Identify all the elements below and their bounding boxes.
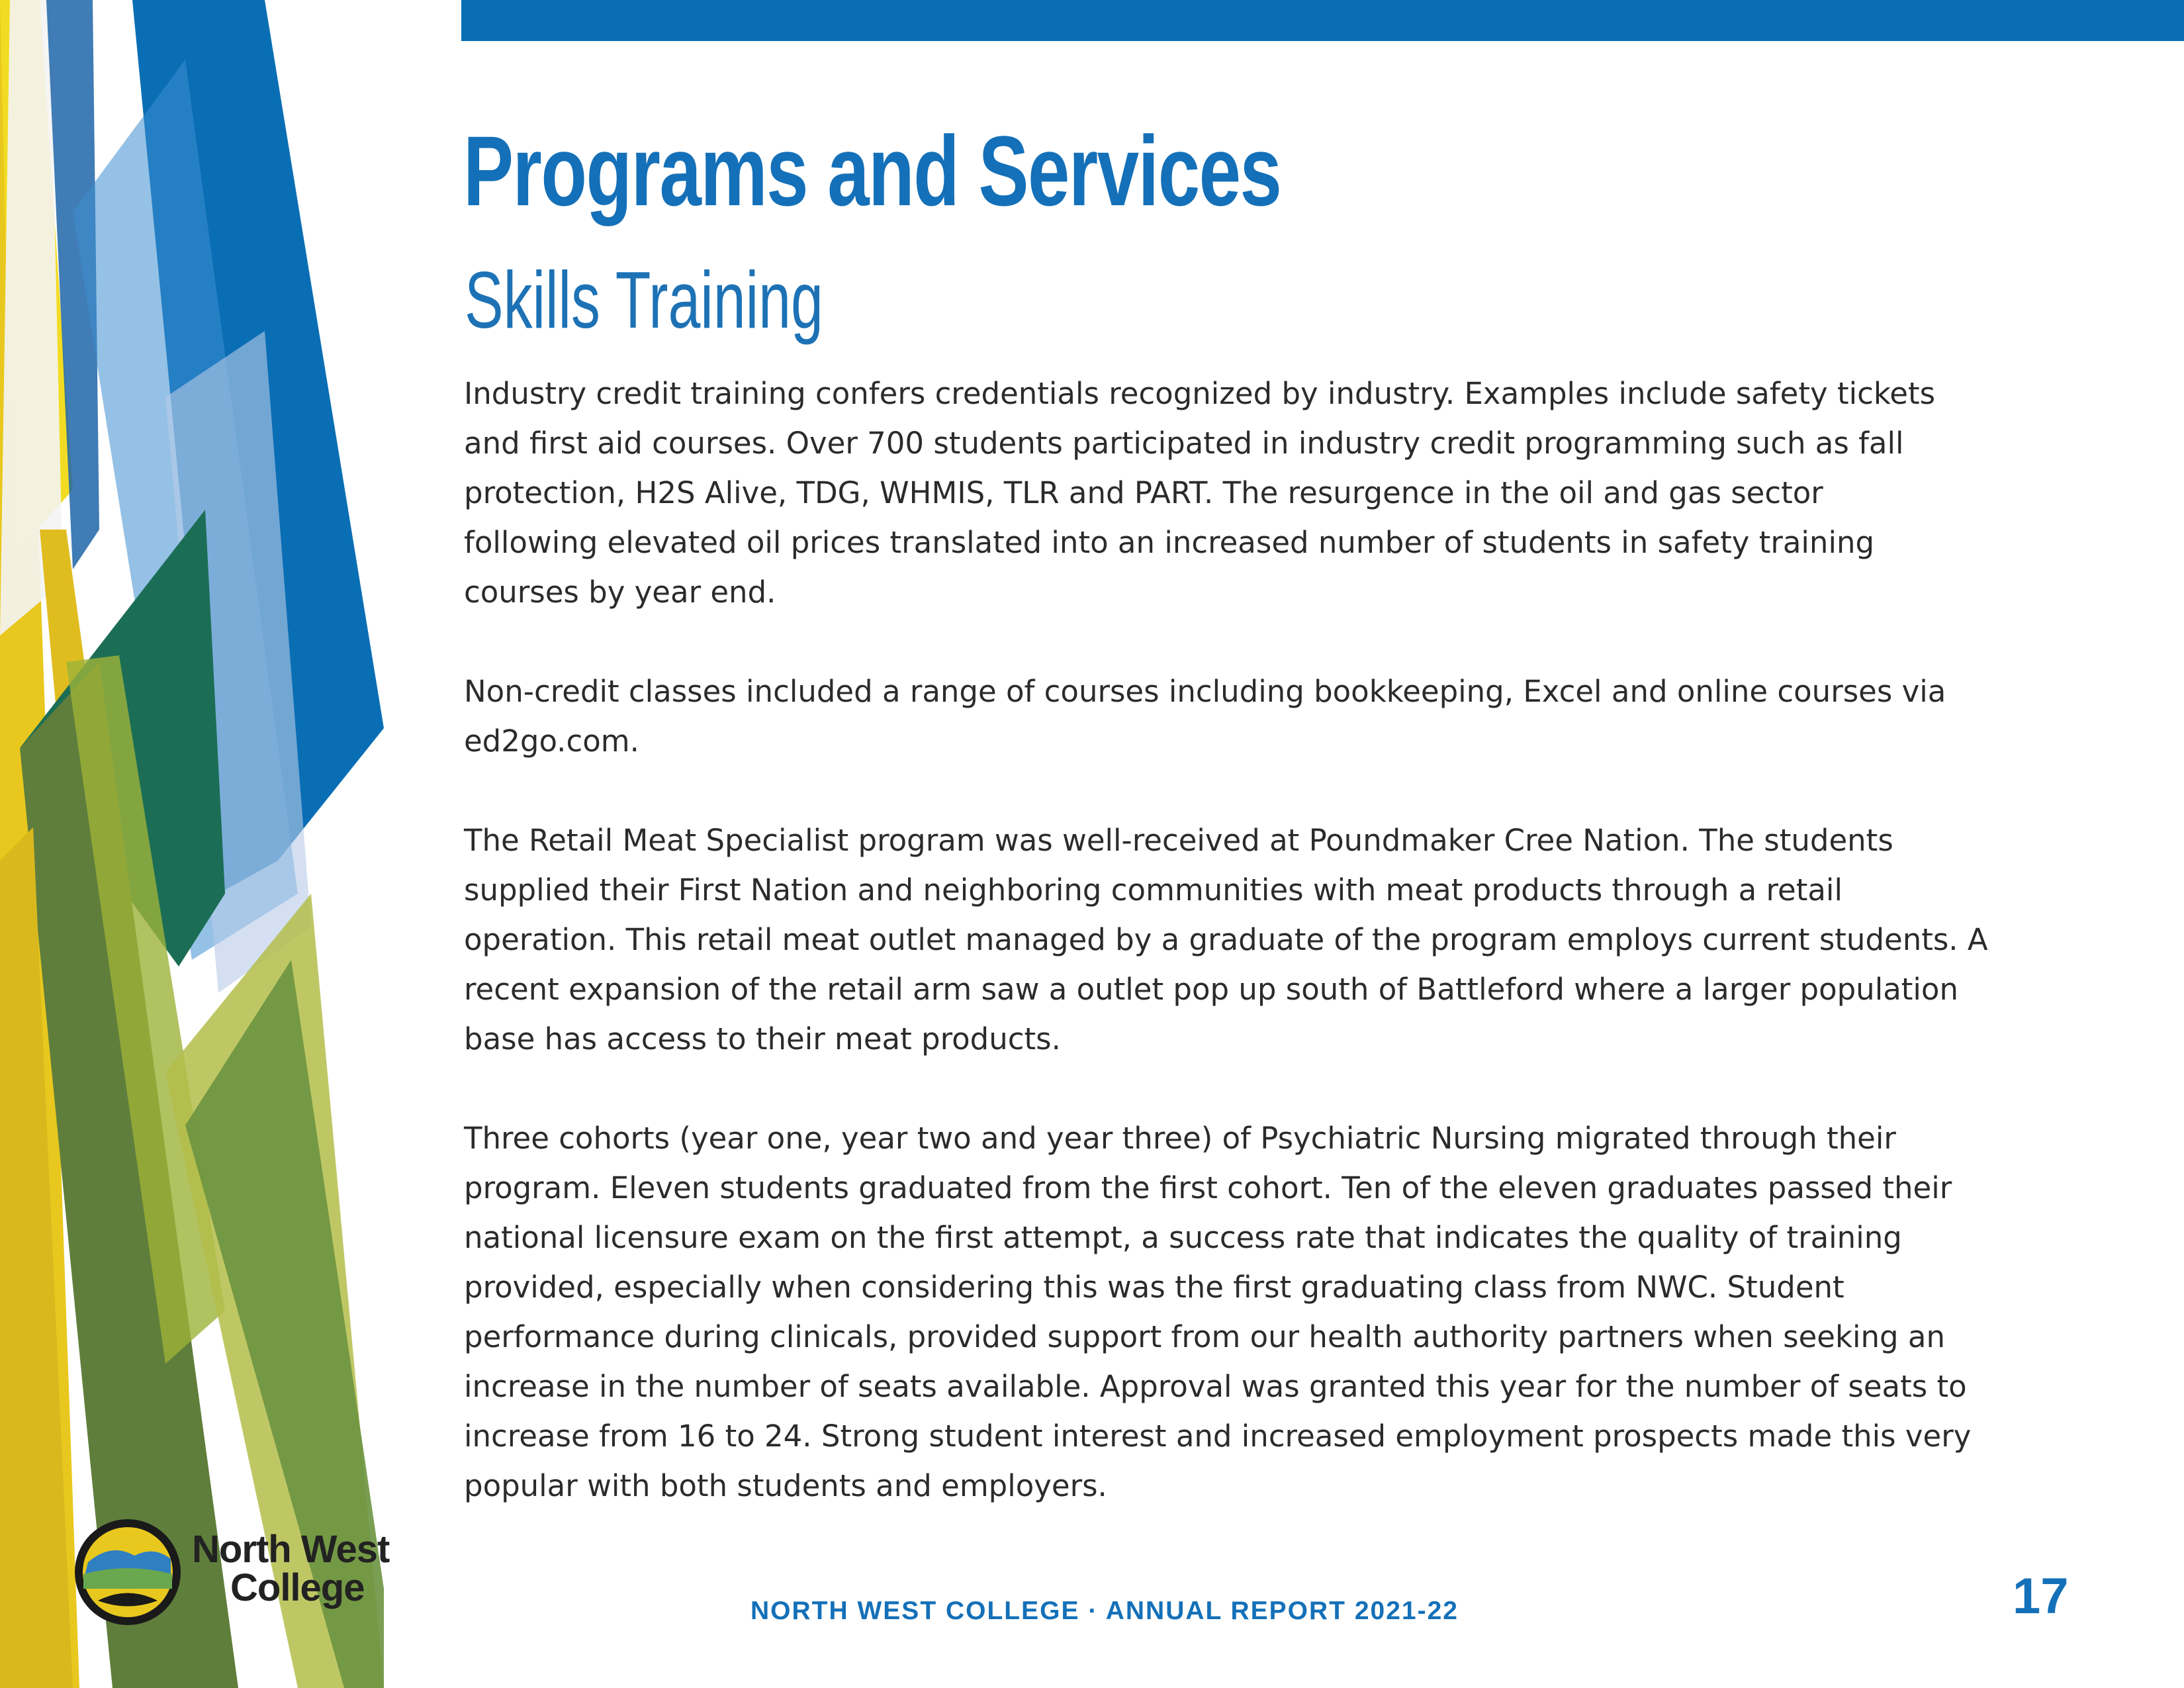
paragraph-retail-meat [464, 816, 2052, 1064]
text-line: base has access to their meat products. [464, 1021, 1061, 1056]
logo-text-line2: College [230, 1566, 365, 1609]
top-accent-bar [461, 0, 2184, 41]
paragraph-psychiatric-nursing [464, 1113, 2052, 1511]
text-line: The Retail Meat Specialist program was well-received at Poundmaker Cree Nation. The students [464, 823, 1893, 858]
text-line: supplied their First Nation and neighboring communities with meat products through a retail [464, 872, 1843, 908]
text-line: Non-credit classes included a range of courses including bookkeeping, Excel and online courses via [464, 674, 1946, 709]
text-line: recent expansion of the retail arm saw a outlet pop up south of Battleford where a larger population [464, 972, 1958, 1007]
text-line: operation. This retail meat outlet managed by a graduate of the program employs current students. A [464, 922, 1988, 957]
footer-report-title: NORTH WEST COLLEGE · ANNUAL REPORT 2021-22 [751, 1597, 1459, 1625]
text-line: Industry credit training confers credentials recognized by industry. Examples include safety tickets [464, 376, 1936, 411]
paragraph-non-credit [464, 667, 2052, 766]
text-line: protection, H2S Alive, TDG, WHMIS, TLR and PART. The resurgence in the oil and gas sector [464, 475, 1823, 510]
college-logo [71, 1516, 416, 1628]
paragraph-industry-credit [464, 369, 2052, 617]
text-line: popular with both students and employers. [464, 1468, 1107, 1503]
text-line: ed2go.com. [464, 724, 639, 759]
decorative-stripes [0, 0, 397, 1688]
text-line: program. Eleven students graduated from the first cohort. Ten of the eleven graduates passed their [464, 1170, 1952, 1205]
logo-emblem-icon [71, 1516, 184, 1628]
text-line: national licensure exam on the first attempt, a success rate that indicates the quality of training [464, 1220, 1902, 1255]
text-line: increase in the number of seats available. Approval was granted this year for the number of seats to [464, 1369, 1967, 1404]
text-line: courses by year end. [464, 575, 776, 610]
logo-text-line1: North West [192, 1528, 390, 1571]
text-line: performance during clinicals, provided support from our health authority partners when seeking an [464, 1319, 1946, 1354]
page-title: Programs and Services [463, 115, 1281, 226]
body-text [464, 369, 2052, 1560]
text-line: increase from 16 to 24. Strong student interest and increased employment prospects made this very [464, 1419, 1972, 1454]
page-number: 17 [2013, 1568, 2069, 1624]
text-line: and first aid courses. Over 700 students participated in industry credit programming such as fall [464, 426, 1904, 461]
text-line: provided, especially when considering this was the first graduating class from NWC. Student [464, 1270, 1844, 1305]
section-title: Skills Training [465, 255, 823, 345]
text-line: following elevated oil prices translated into an increased number of students in safety training [464, 525, 1875, 560]
text-line: Three cohorts (year one, year two and year three) of Psychiatric Nursing migrated through their [464, 1121, 1896, 1156]
